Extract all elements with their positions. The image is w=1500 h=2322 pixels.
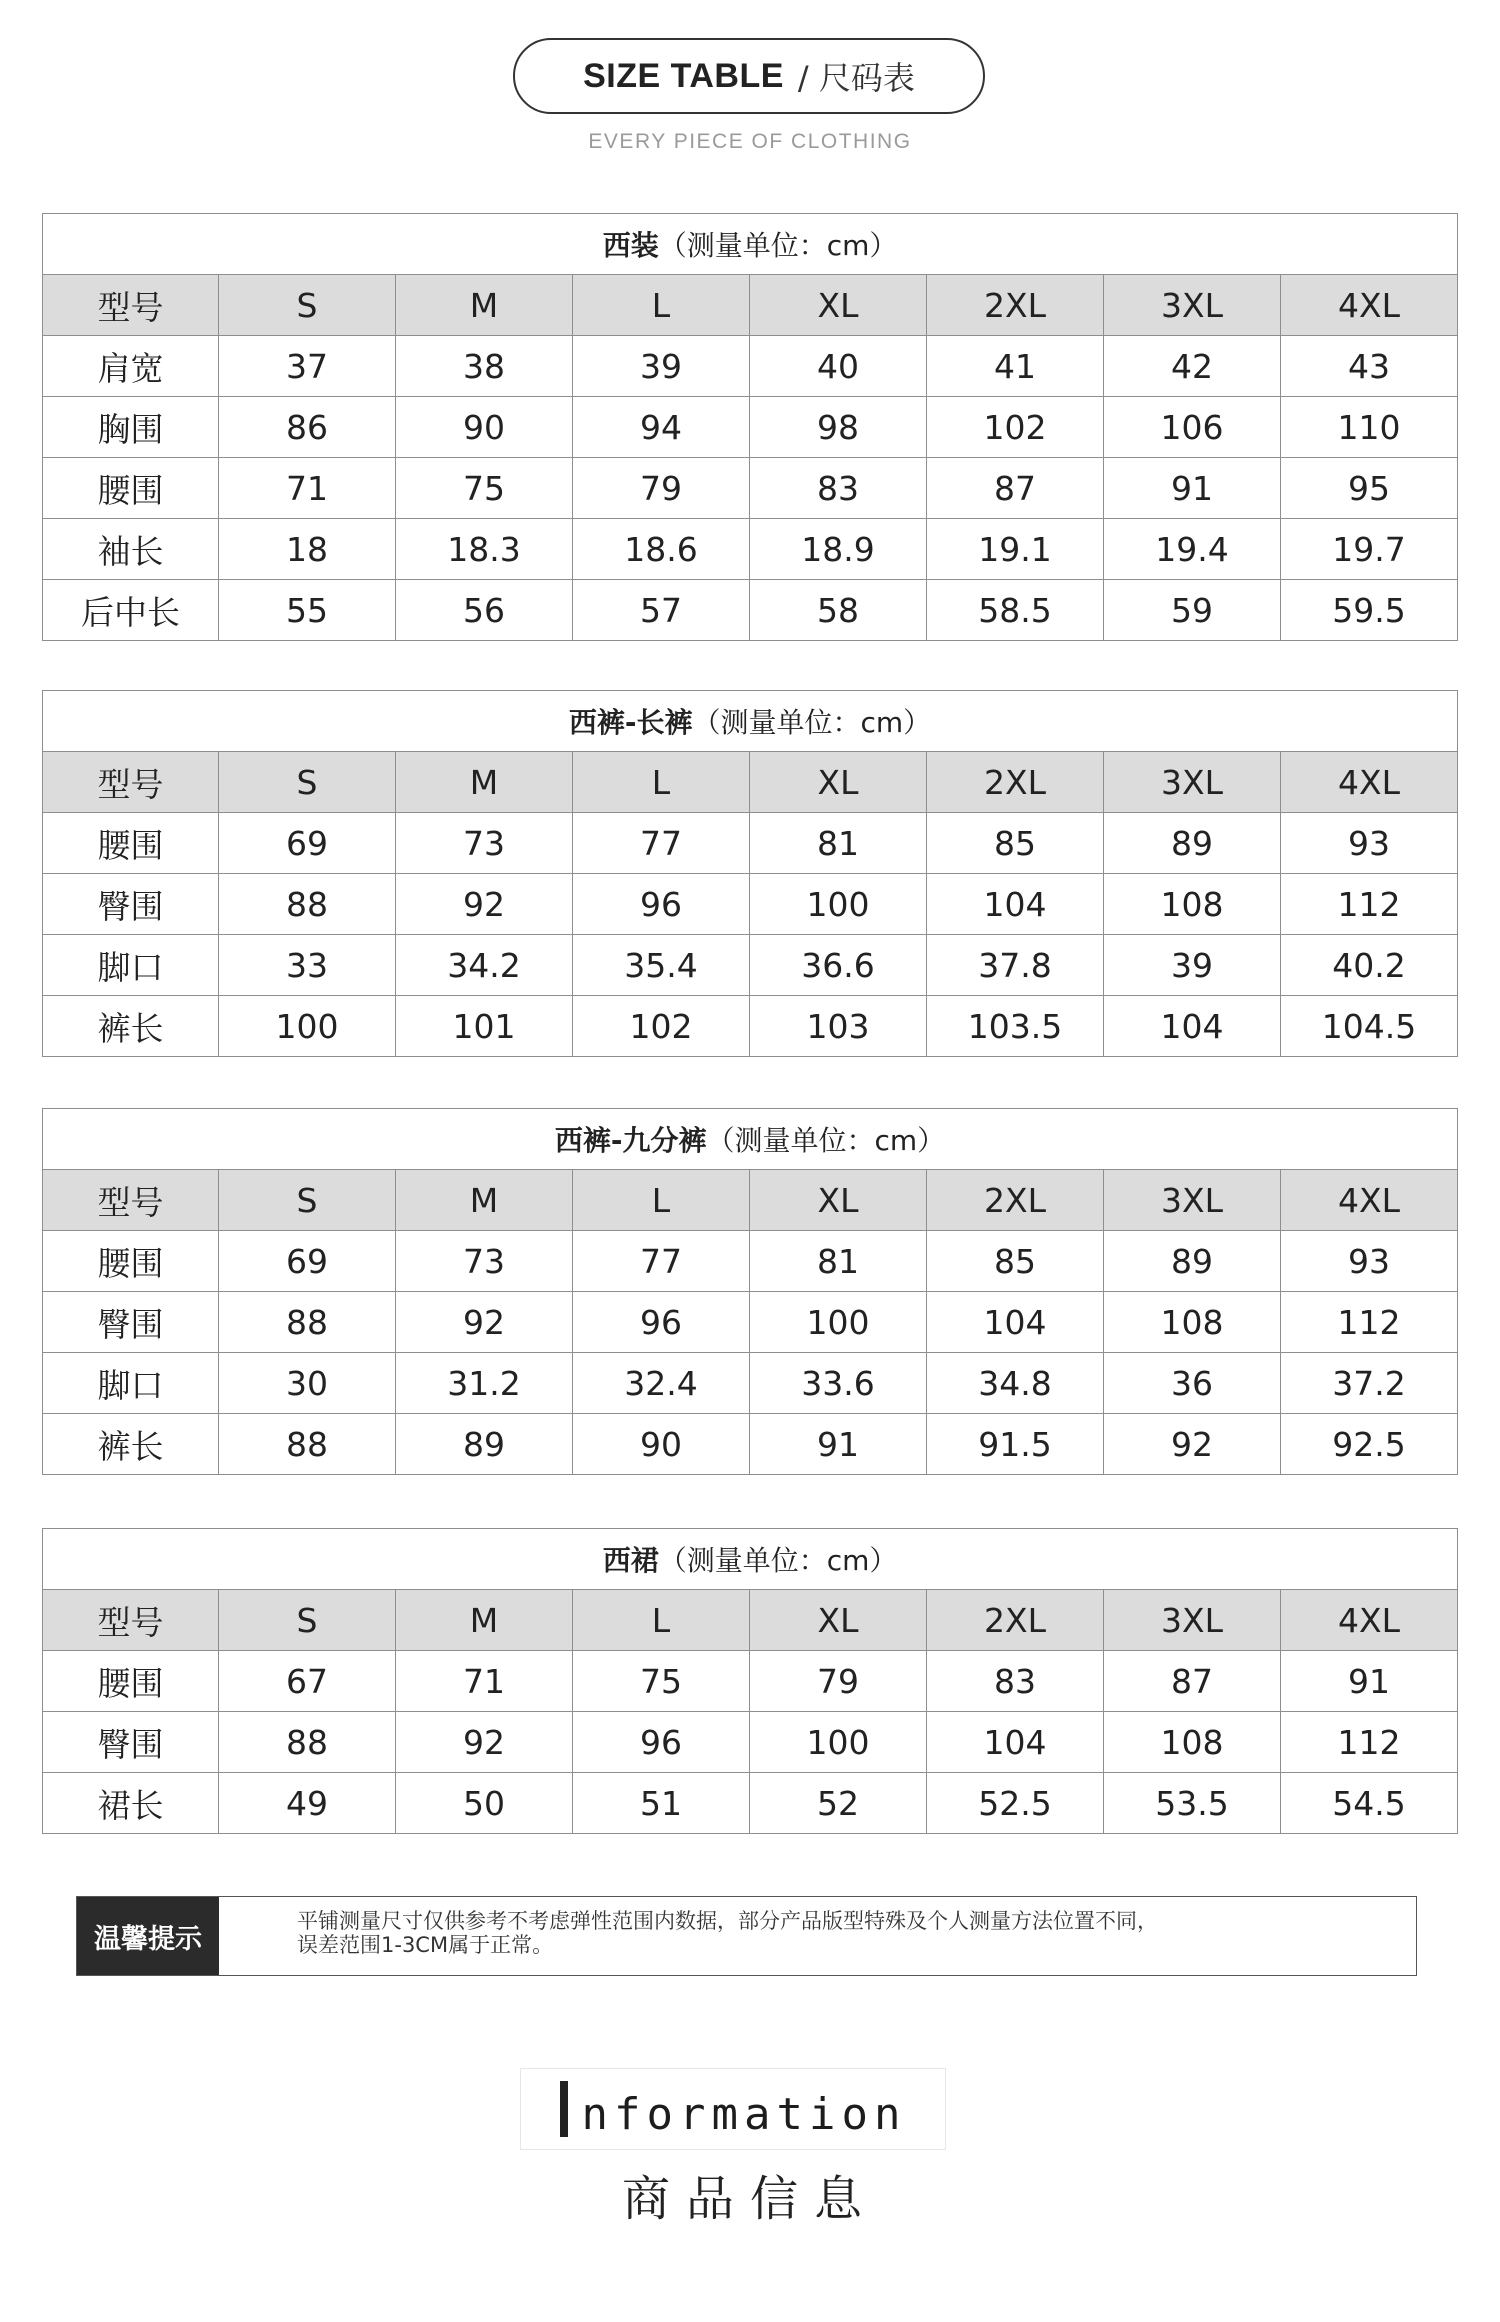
table-cell: 54.5	[1281, 1773, 1458, 1834]
header-cell-size: 3XL	[1104, 1590, 1281, 1651]
table-cell: 50	[396, 1773, 573, 1834]
table-row	[43, 813, 1458, 874]
table-cell: 87	[1104, 1651, 1281, 1712]
table-cell: 79	[750, 1651, 927, 1712]
table-cell: 100	[750, 874, 927, 935]
size-table-4	[42, 1528, 1458, 1834]
table-cell: 104	[927, 874, 1104, 935]
header-cell-size: 2XL	[927, 275, 1104, 336]
table-cell: 36.6	[750, 935, 927, 996]
title-english: SIZE TABLE	[583, 56, 784, 95]
table-cell: 112	[1281, 1712, 1458, 1773]
tip-line-2: 误差范围1-3CM属于正常。	[297, 1933, 554, 1957]
table-cell: 92	[396, 1292, 573, 1353]
table-cell: 77	[573, 813, 750, 874]
header-cell-size: XL	[750, 275, 927, 336]
tip-box	[76, 1896, 1417, 1976]
table-cell: 93	[1281, 1231, 1458, 1292]
table-cell: 88	[219, 1414, 396, 1475]
table-unit: （测量单位：cm）	[658, 229, 898, 262]
table-cell: 56	[396, 580, 573, 641]
table-cell: 43	[1281, 336, 1458, 397]
table-cell: 96	[573, 1712, 750, 1773]
table-cell: 37.8	[927, 935, 1104, 996]
header-cell-size: XL	[750, 1590, 927, 1651]
table-cell: 42	[1104, 336, 1281, 397]
table-row	[43, 1292, 1458, 1353]
table-cell: 58.5	[927, 580, 1104, 641]
table-cell: 73	[396, 1231, 573, 1292]
header-cell-size: XL	[750, 752, 927, 813]
table-cell: 103	[750, 996, 927, 1057]
row-label: 臀围	[43, 1292, 219, 1353]
table-cell: 108	[1104, 874, 1281, 935]
table-cell: 108	[1104, 1292, 1281, 1353]
table-cell: 38	[396, 336, 573, 397]
table-cell: 85	[927, 1231, 1104, 1292]
table-cell: 90	[573, 1414, 750, 1475]
table-cell: 18.6	[573, 519, 750, 580]
table-cell: 106	[1104, 397, 1281, 458]
table-cell: 95	[1281, 458, 1458, 519]
table-cell: 39	[1104, 935, 1281, 996]
row-label: 腰围	[43, 458, 219, 519]
table-unit: （测量单位：cm）	[706, 1124, 946, 1157]
header-cell-size: M	[396, 1590, 573, 1651]
table-row	[43, 1651, 1458, 1712]
table-cell: 104	[1104, 996, 1281, 1057]
size-table-1	[42, 213, 1458, 641]
table-cell: 83	[750, 458, 927, 519]
table-cell: 94	[573, 397, 750, 458]
row-label: 腰围	[43, 1231, 219, 1292]
header-cell-type: 型号	[43, 275, 219, 336]
information-heading	[520, 2068, 946, 2150]
table-cell: 83	[927, 1651, 1104, 1712]
table-cell: 34.2	[396, 935, 573, 996]
table-cell: 100	[750, 1292, 927, 1353]
row-label: 后中长	[43, 580, 219, 641]
row-label: 裙长	[43, 1773, 219, 1834]
table-cell: 69	[219, 1231, 396, 1292]
subtitle: EVERY PIECE OF CLOTHING	[588, 130, 912, 153]
table-cell: 40	[750, 336, 927, 397]
header-cell-type: 型号	[43, 1170, 219, 1231]
table-row	[43, 397, 1458, 458]
table-unit: （测量单位：cm）	[692, 706, 932, 739]
table-cell: 104.5	[1281, 996, 1458, 1057]
table-cell: 49	[219, 1773, 396, 1834]
table-row	[43, 336, 1458, 397]
table-cell: 100	[750, 1712, 927, 1773]
table-cell: 104	[927, 1292, 1104, 1353]
header-row	[43, 1170, 1458, 1231]
table-cell: 40.2	[1281, 935, 1458, 996]
table-cell: 33	[219, 935, 396, 996]
table-cell: 52.5	[927, 1773, 1104, 1834]
row-label: 肩宽	[43, 336, 219, 397]
row-label: 脚口	[43, 1353, 219, 1414]
size-table-title-badge	[513, 38, 985, 114]
table-cell: 91	[750, 1414, 927, 1475]
table-name: 西裤-九分裤	[554, 1124, 707, 1157]
table-row	[43, 874, 1458, 935]
header-cell-type: 型号	[43, 752, 219, 813]
table-row	[43, 1414, 1458, 1475]
tip-label: 温馨提示	[77, 1897, 219, 1975]
header-cell-size: 4XL	[1281, 752, 1458, 813]
table-cell: 88	[219, 874, 396, 935]
table-cell: 19.7	[1281, 519, 1458, 580]
header-cell-size: M	[396, 1170, 573, 1231]
row-label: 裤长	[43, 996, 219, 1057]
table-cell: 73	[396, 813, 573, 874]
table-cell: 57	[573, 580, 750, 641]
table-cell: 91.5	[927, 1414, 1104, 1475]
table-cell: 81	[750, 1231, 927, 1292]
table-cell: 58	[750, 580, 927, 641]
table-cell: 87	[927, 458, 1104, 519]
table-cell: 104	[927, 1712, 1104, 1773]
table-cell: 51	[573, 1773, 750, 1834]
table-cell: 31.2	[396, 1353, 573, 1414]
table-cell: 36	[1104, 1353, 1281, 1414]
header-cell-size: XL	[750, 1170, 927, 1231]
table-row	[43, 458, 1458, 519]
header-cell-size: L	[573, 752, 750, 813]
table-cell: 79	[573, 458, 750, 519]
header-row	[43, 275, 1458, 336]
table-cell: 37.2	[1281, 1353, 1458, 1414]
table-cell: 112	[1281, 874, 1458, 935]
table-cell: 92	[396, 1712, 573, 1773]
title-chinese: / 尺码表	[797, 59, 915, 97]
table-row	[43, 519, 1458, 580]
table-cell: 71	[396, 1651, 573, 1712]
table-cell: 67	[219, 1651, 396, 1712]
header-cell-size: 4XL	[1281, 1170, 1458, 1231]
table-cell: 89	[396, 1414, 573, 1475]
header-cell-size: 3XL	[1104, 1170, 1281, 1231]
table-cell: 77	[573, 1231, 750, 1292]
table-cell: 35.4	[573, 935, 750, 996]
table-cell: 102	[927, 397, 1104, 458]
table-title	[43, 691, 1458, 752]
header-cell-size: 4XL	[1281, 1590, 1458, 1651]
table-cell: 59.5	[1281, 580, 1458, 641]
table-cell: 89	[1104, 1231, 1281, 1292]
header-cell-size: L	[573, 1170, 750, 1231]
table-cell: 75	[396, 458, 573, 519]
table-cell: 89	[1104, 813, 1281, 874]
table-cell: 81	[750, 813, 927, 874]
table-row	[43, 580, 1458, 641]
row-label: 胸围	[43, 397, 219, 458]
header-cell-size: 3XL	[1104, 275, 1281, 336]
table-row	[43, 1231, 1458, 1292]
table-cell: 110	[1281, 397, 1458, 458]
row-label: 臀围	[43, 1712, 219, 1773]
table-cell: 39	[573, 336, 750, 397]
row-label: 裤长	[43, 1414, 219, 1475]
table-cell: 32.4	[573, 1353, 750, 1414]
table-unit: （测量单位：cm）	[658, 1544, 898, 1577]
i-bar-icon	[560, 2081, 568, 2137]
table-title	[43, 1109, 1458, 1170]
table-cell: 34.8	[927, 1353, 1104, 1414]
table-title	[43, 214, 1458, 275]
header-cell-size: S	[219, 752, 396, 813]
table-cell: 91	[1281, 1651, 1458, 1712]
row-label: 腰围	[43, 813, 219, 874]
row-label: 脚口	[43, 935, 219, 996]
header-cell-size: S	[219, 1170, 396, 1231]
table-cell: 91	[1104, 458, 1281, 519]
header-cell-size: 2XL	[927, 752, 1104, 813]
header-cell-size: 2XL	[927, 1590, 1104, 1651]
table-cell: 33.6	[750, 1353, 927, 1414]
row-label: 臀围	[43, 874, 219, 935]
table-cell: 37	[219, 336, 396, 397]
table-cell: 55	[219, 580, 396, 641]
table-cell: 92	[396, 874, 573, 935]
header-cell-type: 型号	[43, 1590, 219, 1651]
table-cell: 71	[219, 458, 396, 519]
size-table-2	[42, 690, 1458, 1057]
header-row	[43, 752, 1458, 813]
tip-text	[219, 1897, 1416, 1975]
header-cell-size: S	[219, 1590, 396, 1651]
header-cell-size: S	[219, 275, 396, 336]
header-cell-size: 2XL	[927, 1170, 1104, 1231]
table-cell: 69	[219, 813, 396, 874]
table-name: 西裙	[602, 1544, 659, 1577]
header-cell-size: L	[573, 275, 750, 336]
table-cell: 90	[396, 397, 573, 458]
table-cell: 41	[927, 336, 1104, 397]
table-cell: 53.5	[1104, 1773, 1281, 1834]
table-cell: 86	[219, 397, 396, 458]
table-row	[43, 1353, 1458, 1414]
information-chinese: 商品信息	[621, 2171, 878, 2227]
header-cell-size: L	[573, 1590, 750, 1651]
table-cell: 108	[1104, 1712, 1281, 1773]
table-cell: 18	[219, 519, 396, 580]
table-cell: 92.5	[1281, 1414, 1458, 1475]
table-cell: 18.9	[750, 519, 927, 580]
table-row	[43, 996, 1458, 1057]
table-title	[43, 1529, 1458, 1590]
header-cell-size: 3XL	[1104, 752, 1281, 813]
header-cell-size: M	[396, 275, 573, 336]
table-cell: 102	[573, 996, 750, 1057]
table-cell: 19.1	[927, 519, 1104, 580]
table-cell: 96	[573, 1292, 750, 1353]
information-english: nformation	[581, 2088, 907, 2140]
table-cell: 100	[219, 996, 396, 1057]
row-label: 腰围	[43, 1651, 219, 1712]
table-cell: 112	[1281, 1292, 1458, 1353]
header-cell-size: 4XL	[1281, 275, 1458, 336]
table-cell: 88	[219, 1292, 396, 1353]
table-cell: 19.4	[1104, 519, 1281, 580]
table-cell: 30	[219, 1353, 396, 1414]
table-cell: 96	[573, 874, 750, 935]
table-cell: 18.3	[396, 519, 573, 580]
header-row	[43, 1590, 1458, 1651]
table-row	[43, 1712, 1458, 1773]
size-table-3	[42, 1108, 1458, 1475]
table-cell: 103.5	[927, 996, 1104, 1057]
table-cell: 88	[219, 1712, 396, 1773]
row-label: 袖长	[43, 519, 219, 580]
tip-line-1: 平铺测量尺寸仅供参考不考虑弹性范围内数据，部分产品版型特殊及个人测量方法位置不同，	[297, 1909, 1158, 1933]
table-cell: 85	[927, 813, 1104, 874]
header-cell-size: M	[396, 752, 573, 813]
table-row	[43, 935, 1458, 996]
table-cell: 59	[1104, 580, 1281, 641]
table-cell: 92	[1104, 1414, 1281, 1475]
table-cell: 93	[1281, 813, 1458, 874]
table-cell: 52	[750, 1773, 927, 1834]
table-cell: 75	[573, 1651, 750, 1712]
table-name: 西装	[602, 229, 659, 262]
table-cell: 98	[750, 397, 927, 458]
table-name: 西裤-长裤	[568, 706, 693, 739]
table-row	[43, 1773, 1458, 1834]
table-cell: 101	[396, 996, 573, 1057]
